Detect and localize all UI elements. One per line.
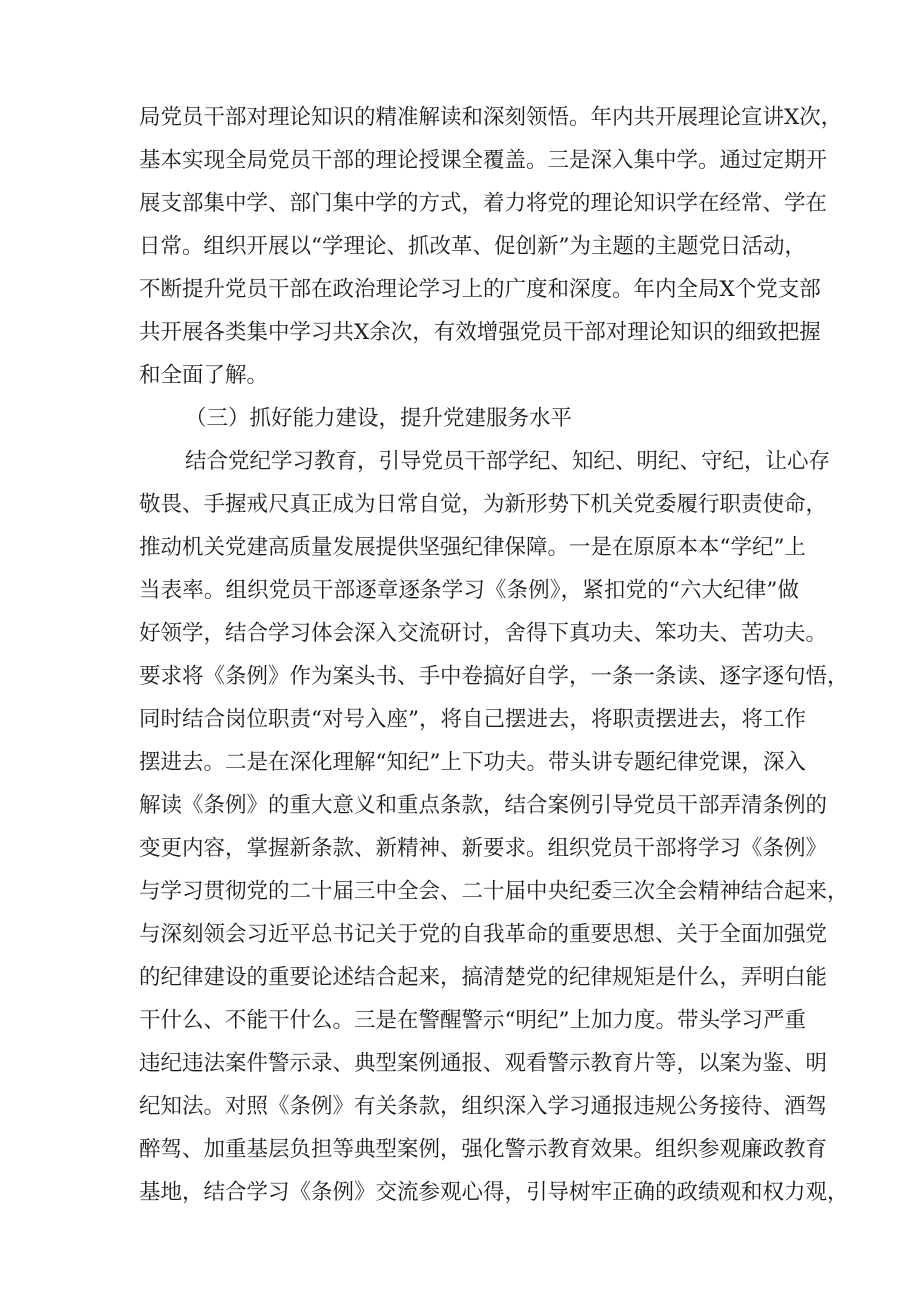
text-line: 敬畏、手握戒尺真正成为日常自觉，为新形势下机关党委履行职责使命， — [139, 492, 828, 517]
text-line: 解读《条例》的重大意义和重点条款，结合案例引导党员干部弄清条例的 — [139, 793, 828, 818]
text-line: 违纪违法案件警示录、典型案例通报、观看警示教育片等，以案为鉴、明 — [139, 1051, 828, 1076]
text-line: 共开展各类集中学习共X余次，有效增强党员干部对理论知识的细致把握 — [139, 320, 821, 345]
text-line: 基地，结合学习《条例》交流参观心得，引导树牢正确的政绩观和权力观， — [139, 1180, 849, 1205]
section-heading: （三）抓好能力建设，提升党建服务水平 — [185, 406, 573, 431]
text-line: 的纪律建设的重要论述结合起来，搞清楚党的纪律规矩是什么，弄明白能 — [139, 965, 828, 990]
text-line: 局党员干部对理论知识的精准解读和深刻领悟。年内共开展理论宣讲X次， — [139, 105, 843, 130]
text-line: 不断提升党员干部在政治理论学习上的广度和深度。年内全局X个党支部 — [139, 277, 821, 302]
text-line: 摆进去。二是在深化理解“知纪”上下功夫。带头讲专题纪律党课，深入 — [139, 750, 806, 775]
text-line: 展支部集中学、部门集中学的方式，着力将党的理论知识学在经常、学在 — [139, 191, 828, 216]
text-line: 推动机关党建高质量发展提供坚强纪律保障。一是在原原本本“学纪”上 — [139, 535, 806, 560]
text-line: 纪知法。对照《条例》有关条款，组织深入学习通报违规公务接待、酒驾 — [139, 1094, 828, 1119]
text-line: 结合党纪学习教育，引导党员干部学纪、知纪、明纪、守纪，让心存 — [185, 449, 831, 474]
text-line: 醉驾、加重基层负担等典型案例，强化警示教育效果。组织参观廉政教育 — [139, 1137, 828, 1162]
text-line: 与学习贯彻党的二十届三中全会、二十届中央纪委三次全会精神结合起来， — [139, 879, 849, 904]
text-line: 好领学，结合学习体会深入交流研讨，舍得下真功夫、笨功夫、苦功夫。 — [139, 621, 828, 646]
text-line: 干什么、不能干什么。三是在警醒警示“明纪”上加力度。带头学习严重 — [139, 1008, 806, 1033]
text-line: 要求将《条例》作为案头书、手中卷搞好自学，一条一条读、逐字逐句悟， — [139, 664, 849, 689]
text-line: 基本实现全局党员干部的理论授课全覆盖。三是深入集中学。通过定期开 — [139, 148, 828, 173]
text-line: 当表率。组织党员干部逐章逐条学习《条例》，紧扣党的“六大纪律”做 — [139, 578, 799, 603]
text-line: 变更内容，掌握新条款、新精神、新要求。组织党员干部将学习《条例》 — [139, 836, 828, 861]
text-line: 同时结合岗位职责“对号入座”，将自己摆进去，将职责摆进去，将工作 — [139, 707, 806, 732]
text-line: 日常。组织开展以“学理论、抓改革、促创新”为主题的主题党日活动， — [139, 234, 806, 259]
text-line: 和全面了解。 — [139, 363, 269, 388]
text-line: 与深刻领会习近平总书记关于党的自我革命的重要思想、关于全面加强党 — [139, 922, 828, 947]
